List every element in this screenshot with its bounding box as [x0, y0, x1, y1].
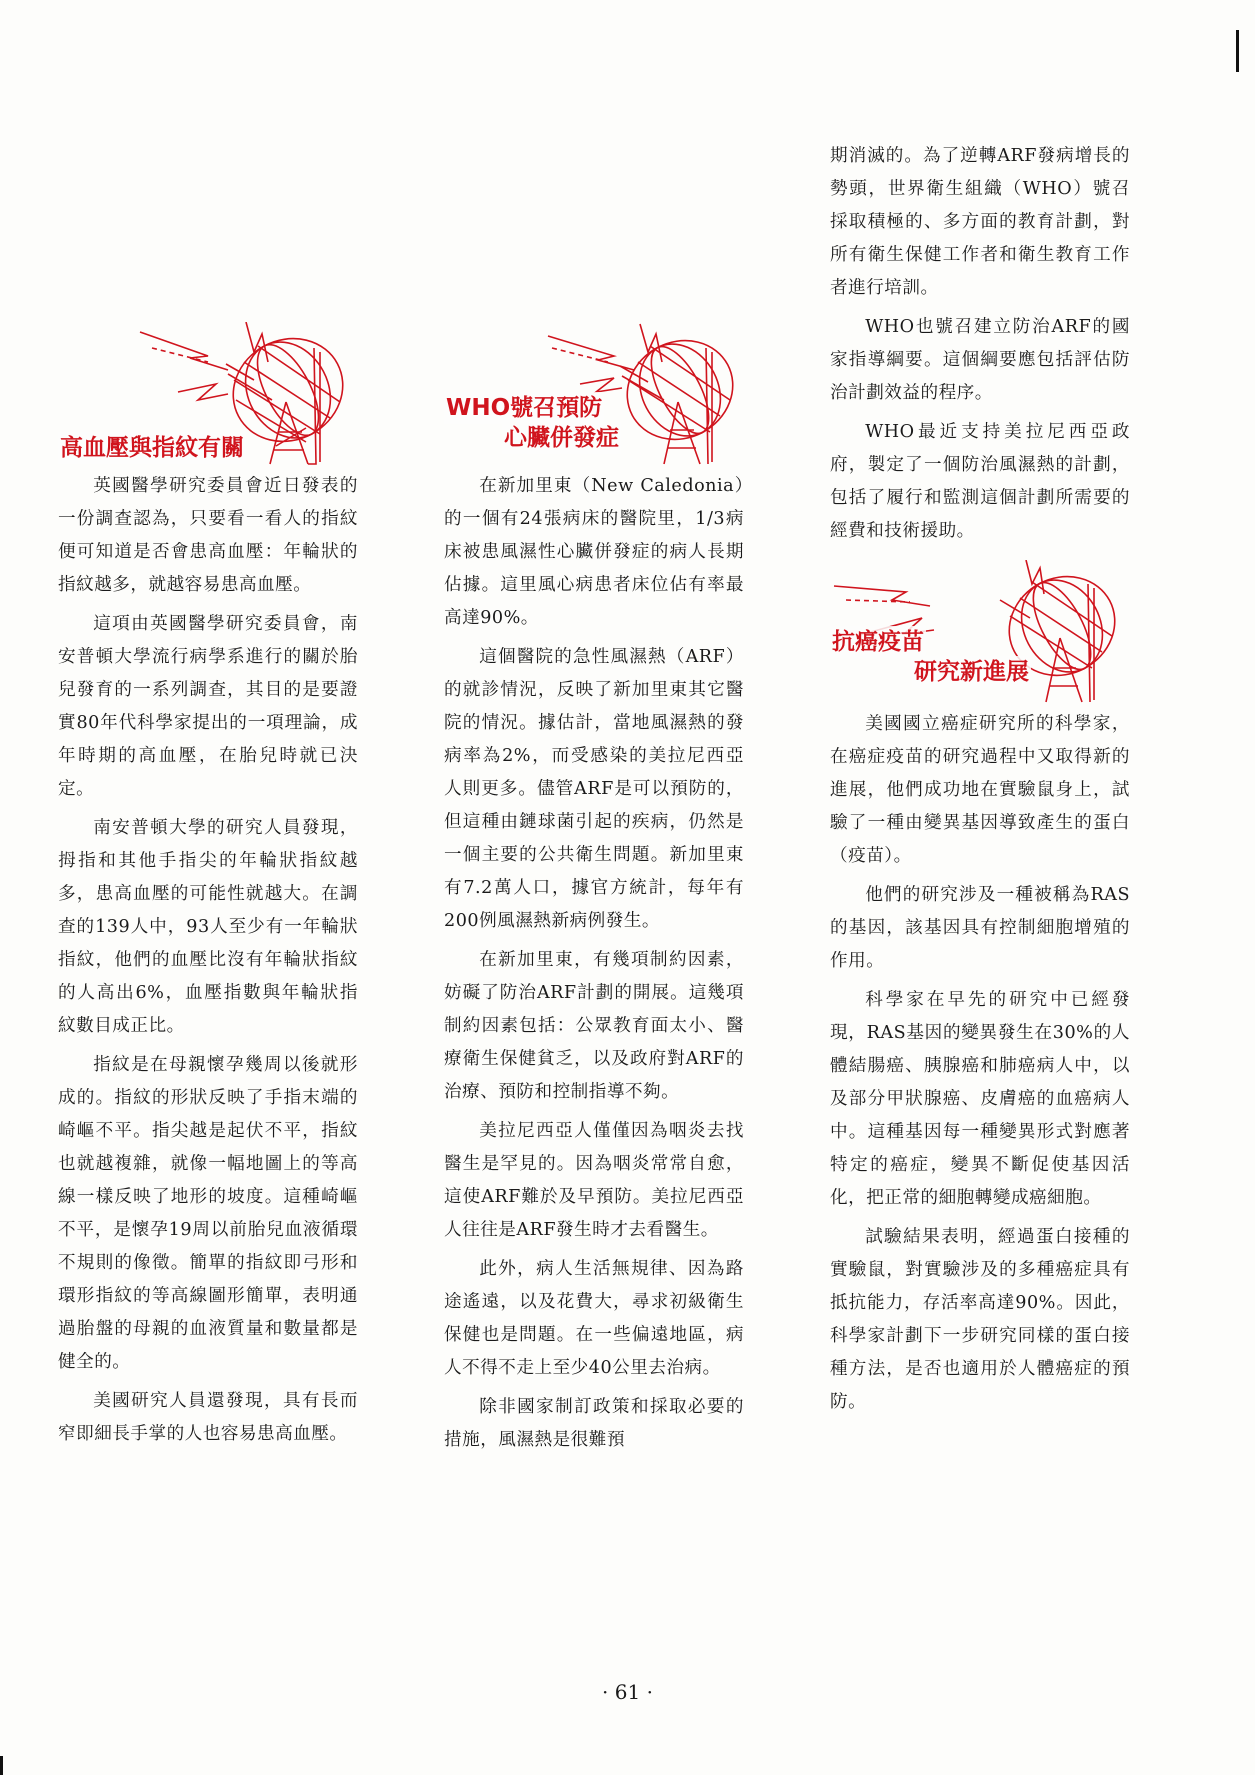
- paragraph: 在新加里東（New Caledonia）的一個有24張病床的醫院里，1/3病床被患風濕性心臟併發症的病人長期佔據。這里風心病患者床位佔有率最高達90%。: [444, 476, 744, 628]
- paragraph-continued: 期消滅的。為了逆轉ARF發病增長的勢頭，世界衛生組織（WHO）號召採取積極的、多方面的教育計劃，對所有衛生保健工作者和衛生教育工作者進行培訓。: [830, 146, 1130, 298]
- paragraph: WHO也號召建立防治ARF的國家指導綱要。這個綱要應包括評估防治計劃效益的程序。: [830, 317, 1130, 403]
- paragraph: 美拉尼西亞人僅僅因為咽炎去找醫生是罕見的。因為咽炎常常自愈，這使ARF難於及早預防。美拉尼西亞人往往是ARF發生時才去看醫生。: [444, 1121, 744, 1240]
- paragraph: 指紋是在母親懷孕幾周以後就形成的。指紋的形狀反映了手指末端的崎嶇不平。指尖越是起伏不平，指紋也就越複雜，就像一幅地圖上的等高線一樣反映了地形的坡度。這種崎嶇不平，是懷孕19周以前胎兒血液循環不規則的像徵。簡單的指紋即弓形和環形指紋的等高線圖形簡單，表明通過胎盤的母親的血液質量和數量都是健全的。: [58, 1055, 358, 1372]
- paragraph: 這項由英國醫學研究委員會，南安普頓大學流行病學系進行的關於胎兒發育的一系列調查，其目的是要證實80年代科學家提出的一項理論，成年時期的高血壓，在胎兒時就已決定。: [58, 614, 358, 799]
- article-blood-pressure: [58, 322, 358, 1457]
- paragraph: 南安普頓大學的研究人員發現，拇指和其他手指尖的年輪狀指紋越多，患高血壓的可能性就越大。在調查的139人中，93人至少有一年輪狀指紋，他們的血壓比沒有年輪狀指紋的人高出6%，血壓指數與年輪狀指紋數目成正比。: [58, 818, 358, 1036]
- article-title-line1: WHO號召預防: [444, 392, 604, 424]
- article-header: [444, 322, 744, 470]
- paragraph: 他們的研究涉及一種被稱為RAS的基因，該基因具有控制細胞增殖的作用。: [830, 885, 1130, 971]
- paragraph: 這個醫院的急性風濕熱（ARF）的就診情況，反映了新加里東其它醫院的情況。據估計，當地風濕熱的發病率為2%，而受感染的美拉尼西亞人則更多。儘管ARF是可以預防的，但這種由鏈球菌引起的疾病，仍然是一個主要的公共衛生問題。新加里東有7.2萬人口，據官方統計，每年有200例風濕熱新病例發生。: [444, 647, 744, 931]
- paragraph: 美國國立癌症研究所的科學家，在癌症疫苗的研究過程中又取得新的進展，他們成功地在實驗鼠身上，試驗了一種由變異基因導致產生的蛋白（疫苗）。: [830, 714, 1130, 866]
- paragraph: 除非國家制訂政策和採取必要的措施，風濕熱是很難預: [444, 1397, 744, 1450]
- paragraph: WHO最近支持美拉尼西亞政府，製定了一個防治風濕熱的計劃，包括了履行和監測這個計劃所需要的經費和技術援助。: [830, 422, 1130, 541]
- paragraph: 試驗結果表明，經過蛋白接種的實驗鼠，對實驗涉及的多種癌症具有抵抗能力，存活率高達90%。因此，科學家計劃下一步研究同樣的蛋白接種方法，是否也適用於人體癌症的預防。: [830, 1227, 1130, 1412]
- paragraph: 英國醫學研究委員會近日發表的一份調查認為，只要看一看人的指紋便可知道是否會患高血壓：年輪狀的指紋越多，就越容易患高血壓。: [58, 476, 358, 595]
- article-title-line2: 心臟併發症: [502, 422, 621, 454]
- article-title-line1: 抗癌疫苗: [830, 626, 926, 658]
- paragraph: 美國研究人員還發現，具有長而窄即細長手掌的人也容易患高血壓。: [58, 1391, 358, 1444]
- scan-edge-mark: [1236, 30, 1239, 72]
- paragraph: 在新加里東，有幾項制約因素，妨礙了防治ARF計劃的開展。這幾項制約因素包括：公眾教育面太小、醫療衛生保健貧乏，以及政府對ARF的治療、預防和控制指導不夠。: [444, 950, 744, 1102]
- article-title-line2: 研究新進展: [912, 656, 1031, 688]
- scan-edge-mark: [0, 1756, 3, 1775]
- article-header: [58, 322, 358, 470]
- article-title: 高血壓與指紋有關: [58, 432, 246, 464]
- paragraph: 科學家在早先的研究中已經發現，RAS基因的變異發生在30%的人體結腸癌、胰腺癌和肺癌病人中，以及部分甲狀腺癌、皮膚癌的血癌病人中。這種基因每一種變異形式對應著特定的癌症，變異不斷促使基因活化，把正常的細胞轉變成癌細胞。: [830, 990, 1130, 1208]
- article-who-continued-and-cancer: [830, 140, 1130, 1425]
- article-header: [830, 560, 1130, 708]
- article-who-heart: [444, 322, 744, 1463]
- page-number: · 61 ·: [602, 1680, 653, 1704]
- paragraph: 此外，病人生活無規律、因為路途遙遠，以及花費大，尋求初級衛生保健也是問題。在一些偏遠地區，病人不得不走上至少40公里去治病。: [444, 1259, 744, 1378]
